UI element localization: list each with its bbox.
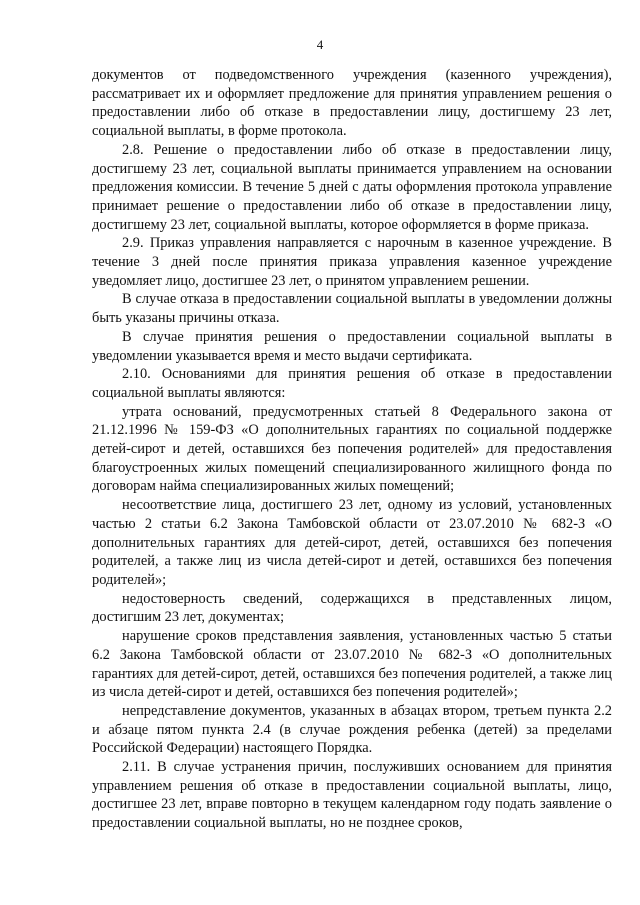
paragraph: непредставление документов, указанных в абзацах втором, третьем пункта 2.2 и абзаце пятом пункта 2.4 (в случае рождения ребенка (детей) за пределами Российской Федерации) настоящего Порядка. bbox=[92, 702, 612, 757]
document-body bbox=[92, 66, 612, 833]
paragraph: несоответствие лица, достигшего 23 лет, одному из условий, установленных частью 2 статьи 6.2 Закона Тамбовской области от 23.07.2010 № 682-З «О дополнительных гарантиях для детей-сирот, детей, оставшихся без попечения родителей, а также лиц из числа детей-сирот и детей, оставшихся без попечения родителей»; bbox=[92, 497, 612, 588]
paragraph: 2.8. Решение о предоставлении либо об отказе в предоставлении лицу, достигшему 23 лет, социальной выплаты принимается управлением на основании предложения комиссии. В течение 5 дней с даты оформления протокола управление принимает решение о предоставлении либо об отказе в предоставлении лицу, достигшему 23 лет, социальной выплаты, которое оформляется в форме приказа. bbox=[92, 141, 612, 233]
paragraph: документов от подведомственного учреждения (казенного учреждения), рассматривает их и оформляет предложение для принятия управлением решения о предоставлении либо об отказе в предоставлении лицу, достигшему 23 лет, социальной выплаты, в форме протокола. bbox=[92, 67, 612, 140]
paragraph: утрата оснований, предусмотренных статьей 8 Федерального закона от 21.12.1996 № 159-ФЗ «О дополнительных гарантиях по социальной поддержке детей-сирот и детей, оставшихся без попечения родителей» для предоставления благоустроенных жилых помещений специализированного жилищного фонда по договорам найма специализированных жилых помещений; bbox=[92, 403, 612, 495]
paragraph: нарушение сроков представления заявления, установленных частью 5 статьи 6.2 Закона Тамбовской области от 23.07.2010 № 682-З «О дополнительных гарантиях для детей-сирот, детей, оставшихся без попечения родителей, а также лиц из числа детей-сирот и детей, оставшихся без попечения родителей»; bbox=[92, 628, 612, 701]
paragraph: 2.11. В случае устранения причин, послуживших основанием для принятия управлением решения об отказе в предоставлении социальной выплаты, лицо, достигшее 23 лет, вправе повторно в текущем календарном году подать заявление о предоставлении социальной выплаты, но не позднее сроков, bbox=[92, 759, 612, 832]
paragraph: 2.9. Приказ управления направляется с нарочным в казенное учреждение. В течение 3 дней после принятия приказа управления казенное учреждение уведомляет лицо, достигшее 23 лет, о принятом управлением решении. bbox=[92, 235, 612, 289]
paragraph: 2.10. Основаниями для принятия решения об отказе в предоставлении социальной выплаты являются: bbox=[92, 366, 612, 401]
paragraph: недостоверность сведений, содержащихся в представленных лицом, достигшим 23 лет, документах; bbox=[92, 590, 612, 626]
paragraph: В случае отказа в предоставлении социальной выплаты в уведомлении должны быть указаны причины отказа. bbox=[92, 291, 612, 327]
paragraph: В случае принятия решения о предоставлении социальной выплаты в уведомлении указывается время и место выдачи сертификата. bbox=[92, 328, 612, 364]
page-number: 4 bbox=[316, 37, 324, 52]
